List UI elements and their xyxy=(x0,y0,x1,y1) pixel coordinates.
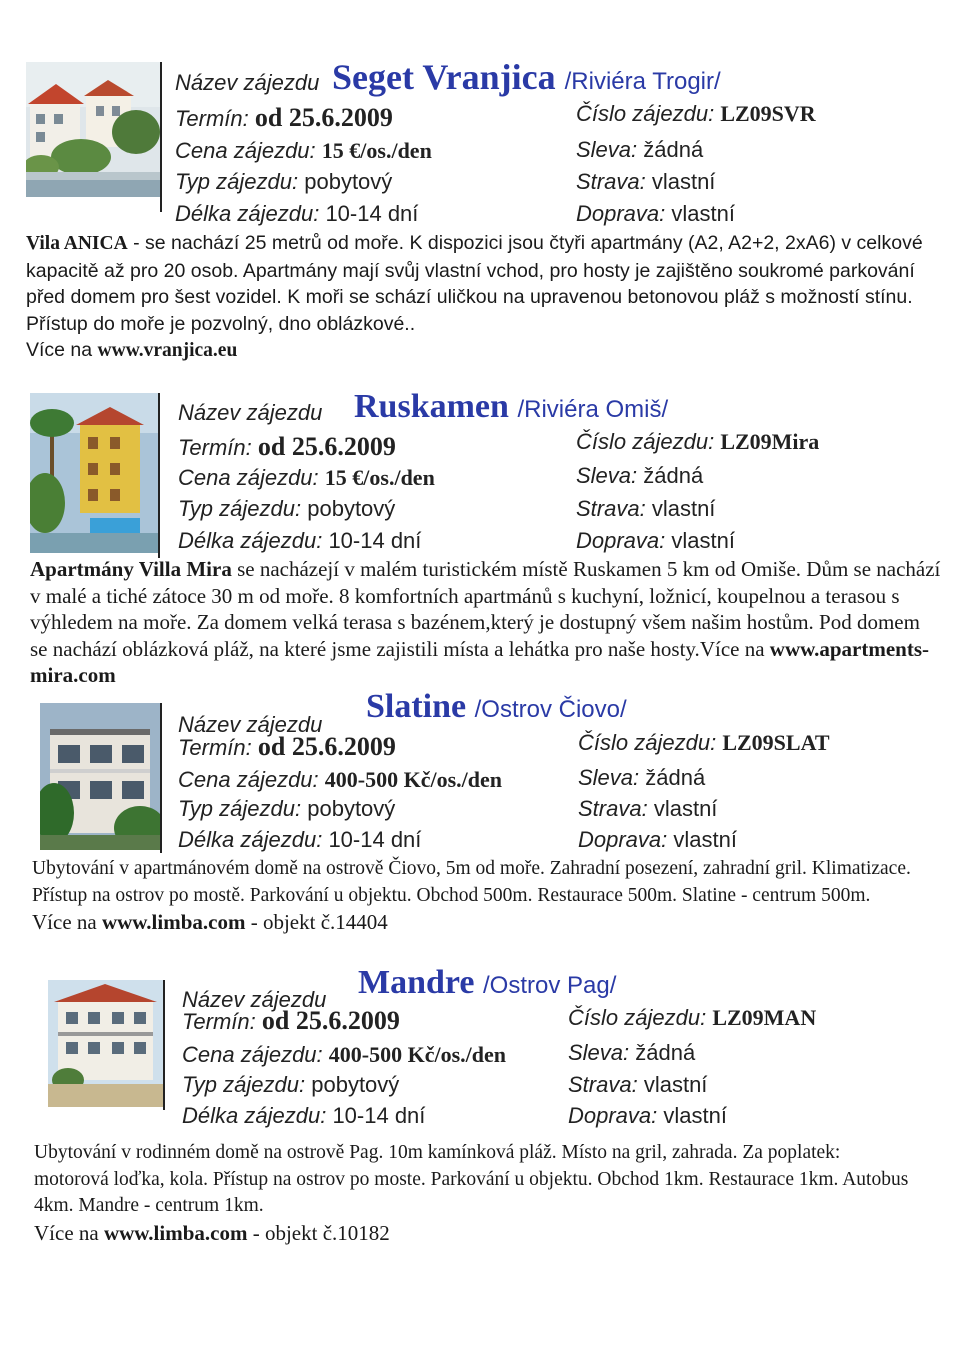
offer-title xyxy=(366,688,627,726)
offer-web-link[interactable]: www.limba.com xyxy=(103,1220,248,1245)
label-name: Název zájezdu xyxy=(178,400,323,425)
label-name: Název zájezdu xyxy=(182,987,327,1012)
row-length: Délka zájezdu: 10-14 dní xyxy=(178,827,422,852)
offer-region: /Riviéra Trogir/ xyxy=(564,68,721,95)
offer-web-link[interactable]: www.apartments-mira.com xyxy=(30,636,930,687)
row-transport: Doprava: vlastní xyxy=(576,201,735,226)
offer-photo-mandre xyxy=(48,980,163,1107)
row-number: Číslo zájezdu: LZ09Mira xyxy=(576,429,820,454)
row-length: Délka zájezdu: 10-14 dní xyxy=(182,1103,426,1128)
offer-desc-bold: Apartmány Villa Mira xyxy=(30,557,232,581)
row-price: Cena zájezdu: 15 €/os./den xyxy=(178,465,435,490)
row-number: Číslo zájezdu: LZ09SLAT xyxy=(578,730,830,755)
offer-description: Vila ANICA - se nachází 25 metrů od moře. K dispozici jsou čtyři apartmány (A2, A2+2, 2xA6) v celkové kapacitě až pro 20 osob. Apartmány mají svůj vlastní vchod, pro hosty je zajištěno soukromé parkování před domem pro šest vozidel. K moři se schází uličkou na upravenou betonovou pláž s možností stínu. Přístup do moře je pozvolný, dno oblázkové.. Více na www.vranjica.eu xyxy=(26,232,923,361)
row-number: Číslo zájezdu: LZ09SVR xyxy=(576,101,816,126)
row-board: Strava: vlastní xyxy=(576,496,716,521)
row-price: Cena zájezdu: 400-500 Kč/os./den xyxy=(178,767,503,792)
row-type: Typ zájezdu: pobytový xyxy=(182,1072,400,1097)
offer-photo-slatine xyxy=(40,703,160,850)
row-length: Délka zájezdu: 10-14 dní xyxy=(175,201,419,226)
label-name: Název zájezdu xyxy=(178,712,323,737)
row-discount: Sleva: žádná xyxy=(576,463,704,488)
offer-description: Ubytování v apartmánovém domě na ostrově Čiovo, 5m od moře. Zahradní posezení, zahradní gril. Klimatizace. Přístup na ostrov po mostě. Parkování u objektu. Obchod 500m. Restaurace 500m. Slatine - centrum 500m. Více na www.limba.com - objekt č.14404 xyxy=(32,858,911,934)
row-board: Strava: vlastní xyxy=(568,1072,708,1097)
offer-region: /Riviéra Omiš/ xyxy=(517,396,669,423)
row-term: Termín: od 25.6.2009 xyxy=(178,732,396,761)
offer-title-text: Seget Vranjica xyxy=(332,57,556,97)
label-name: Název zájezdu xyxy=(175,70,320,95)
row-transport: Doprava: vlastní xyxy=(578,827,737,852)
offer-web-link[interactable]: www.vranjica.eu xyxy=(97,340,238,361)
row-type: Typ zájezdu: pobytový xyxy=(178,496,396,521)
offer-description: Ubytování v rodinném domě na ostrově Pag. 10m kamínková pláž. Místo na gril, zahrada. Za poplatek: motorová loďka, kola. Přístup na ostrov po moste. Parkování u objektu. Obchod 1km. Restaurace 1km. Autobus 4km. Mandre - centrum 1km. Více na www.limba.com - objekt č.10182 xyxy=(34,1142,909,1245)
offer-photo-ruskamen xyxy=(30,393,158,553)
offer-desc-bold: Vila ANICA xyxy=(26,233,128,254)
offer-title-text: Ruskamen xyxy=(354,388,509,425)
row-number: Číslo zájezdu: LZ09MAN xyxy=(568,1005,817,1030)
divider-line xyxy=(158,393,160,558)
offer-title-text: Mandre xyxy=(358,964,475,1001)
divider-line xyxy=(160,62,162,212)
row-board: Strava: vlastní xyxy=(578,796,718,821)
offer-title xyxy=(332,56,721,98)
row-term: Termín: od 25.6.2009 xyxy=(178,432,396,461)
offer-title xyxy=(354,388,668,426)
offer-web-link[interactable]: www.limba.com xyxy=(101,910,246,934)
row-type: Typ zájezdu: pobytový xyxy=(175,169,393,194)
offer-description: Apartmány Villa Mira se nacházejí v malém turistickém místě Ruskamen 5 km od Omiše. Dům se nachází v malé a tiché zátoce 30 m od moře. 8 komfortních apartmánů s kuchyní, ložnicí, koupelnou a terasou s výhledem na moře. Za domem velká terasa s bazénem,který je dostupný všem našim hostům. Pod domem se nachází oblázková pláž, na které jsme zajistili místa a lehátka pro naše hosty.Více na www.apartments-mira.com xyxy=(30,557,941,687)
divider-line xyxy=(163,980,165,1110)
offer-title xyxy=(358,964,616,1002)
row-transport: Doprava: vlastní xyxy=(576,528,735,553)
row-board: Strava: vlastní xyxy=(576,169,716,194)
offer-region: /Ostrov Pag/ xyxy=(482,972,617,999)
offer-title-text: Slatine xyxy=(366,688,467,725)
row-discount: Sleva: žádná xyxy=(576,137,704,162)
divider-line xyxy=(160,703,162,853)
row-term: Termín: od 25.6.2009 xyxy=(175,103,393,132)
row-type: Typ zájezdu: pobytový xyxy=(178,796,396,821)
row-price: Cena zájezdu: 15 €/os./den xyxy=(175,138,432,163)
offer-region: /Ostrov Čiovo/ xyxy=(474,696,627,723)
row-term: Termín: od 25.6.2009 xyxy=(182,1006,400,1035)
row-discount: Sleva: žádná xyxy=(578,765,706,790)
row-discount: Sleva: žádná xyxy=(568,1040,696,1065)
row-price: Cena zájezdu: 400-500 Kč/os./den xyxy=(182,1042,507,1067)
offer-photo-vranjica xyxy=(26,62,160,197)
row-length: Délka zájezdu: 10-14 dní xyxy=(178,528,422,553)
row-transport: Doprava: vlastní xyxy=(568,1103,727,1128)
